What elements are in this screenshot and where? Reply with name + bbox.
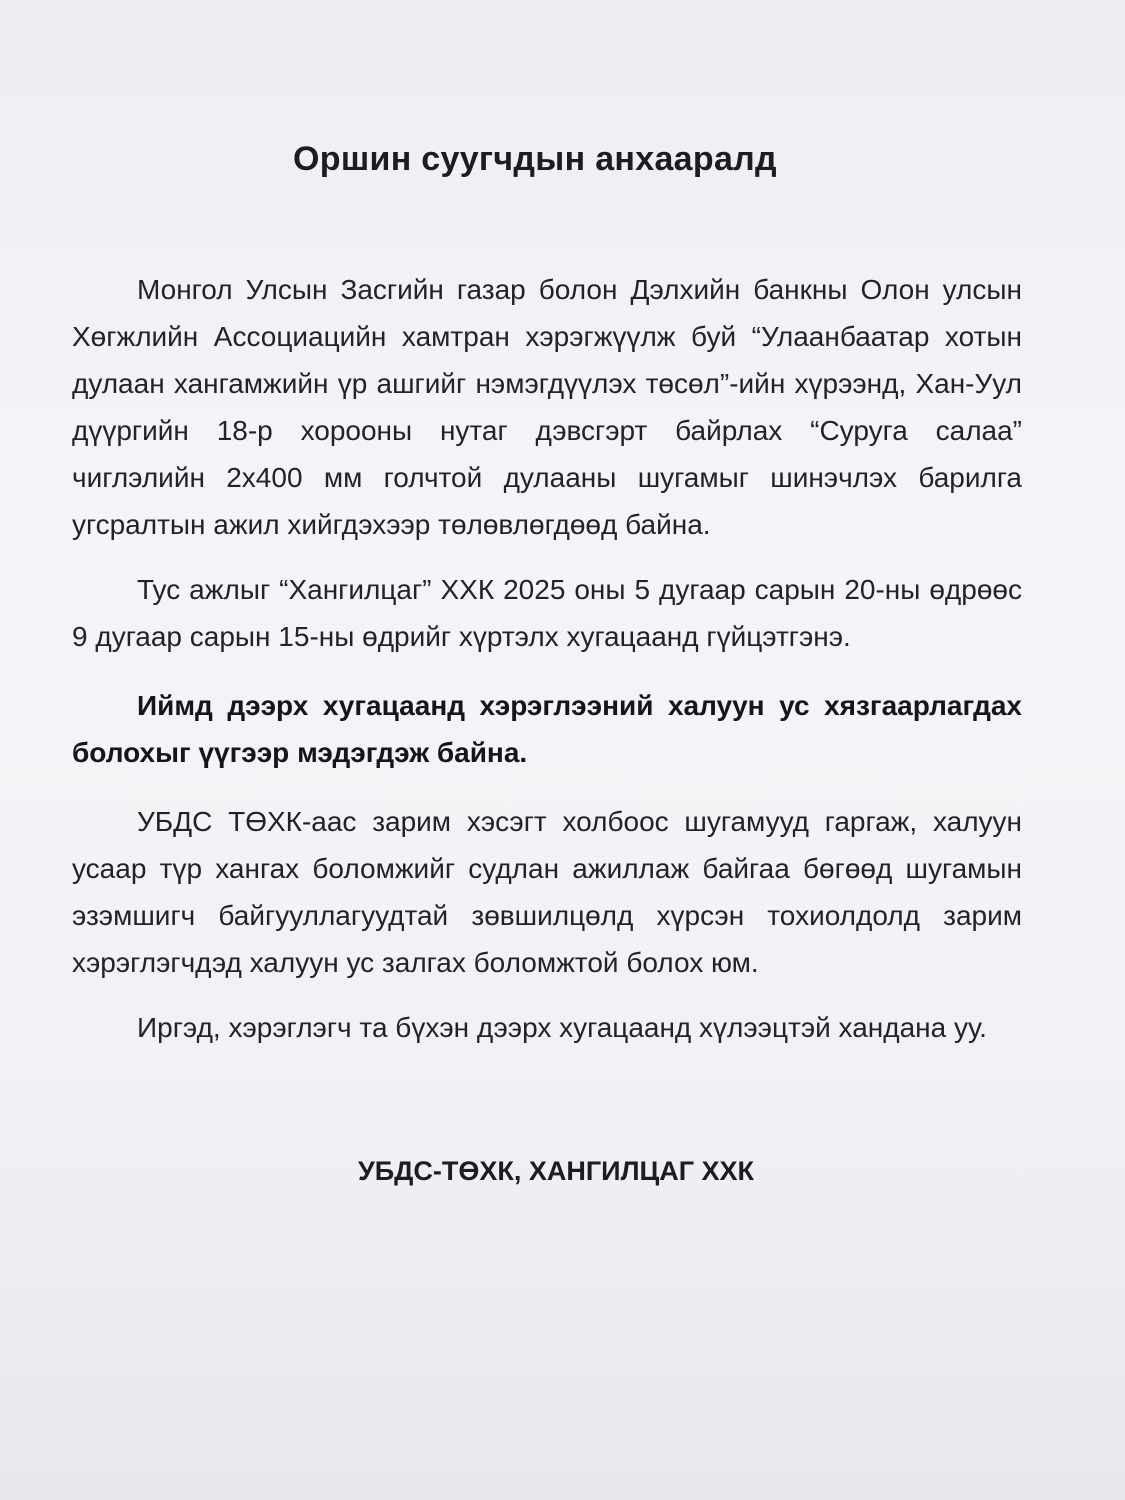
notice-signature: УБДС-ТӨХК, ХАНГИЛЦАГ ХХК: [357, 1156, 755, 1186]
paragraph-schedule: Тус ажлыг “Хангилцаг” ХХК 2025 оны 5 дугаар сарын 20-ны өдрөөс 9 дугаар сарын 15-ны өдрийг хүртэлх хугацаанд гүйцэтгэнэ.: [72, 574, 1022, 652]
notice-body: [72, 266, 1022, 1069]
paragraph-temporary-supply: УБДС ТӨХК-аас зарим хэсэгт холбоос шугамууд гаргаж, халуун усаар түр хангах боломжийг судлан ажиллаж байгаа бөгөөд шугамын эзэмшигч байгууллагуудтай зөвшилцөлд хүрсэн тохиолдолд зарим хэрэглэгчдэд халуун ус залгах боломжтой болох юм.: [72, 806, 1022, 978]
notice-title: Оршин суугчдын анхааралд: [293, 140, 777, 178]
paragraph-project: Монгол Улсын Засгийн газар болон Дэлхийн банкны Олон улсын Хөгжлийн Ассоциацийн хамтран хэрэгжүүлж буй “Улаанбаатар хотын дулаан хангамжийн үр ашгийг нэмэгдүүлэх төсөл”-ийн хүрээнд, Хан-Уул дүүргийн 18-р хорооны нутаг дэвсгэрт байрлах “Суруга салаа” чиглэлийн 2х400 мм голчтой дулааны шугамыг шинэчлэх барилга угсралтын ажил хийгдэхээр төлөвлөгдөөд байна.: [72, 274, 1022, 540]
paragraph-warning: Иймд дээрх хугацаанд хэрэглээний халуун ус хязгаарлагдах болохыг үүгээр мэдэгдэж байна.: [72, 690, 1022, 768]
paragraph-closing: Иргэд, хэрэглэгч та бүхэн дээрх хугацаанд хүлээцтэй хандана уу.: [137, 1012, 987, 1043]
